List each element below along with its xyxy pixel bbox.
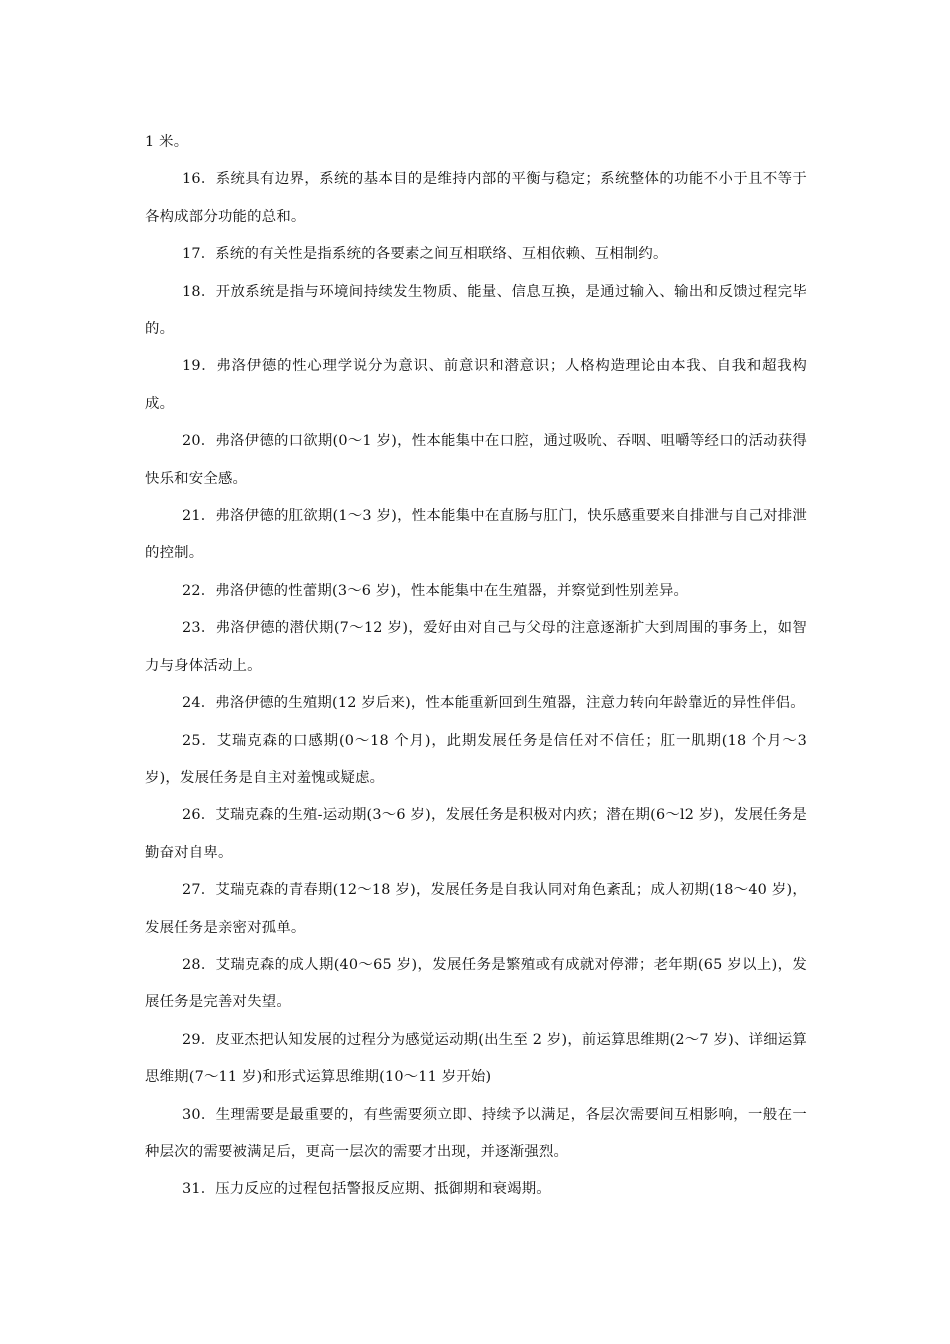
paragraph-item-24: 24．弗洛伊德的生殖期(12 岁后来)，性本能重新回到生殖器，注意力转向年龄靠近的异性伴侣。 <box>182 695 805 712</box>
paragraph-item-19: 19．弗洛伊德的性心理学说分为意识、前意识和潜意识；人格构造理论由本我、自我和超我构成。 <box>145 358 807 412</box>
document-body <box>145 124 807 1209</box>
paragraph-item-25: 25．艾瑞克森的口感期(0～18 个月)，此期发展任务是信任对不信任；肛一肌期(18 个月～3 岁)，发展任务是自主对羞愧或疑虑。 <box>145 732 807 786</box>
paragraph-item-28: 28．艾瑞克森的成人期(40～65 岁)，发展任务是繁殖或有成就对停滞；老年期(65 岁以上)，发展任务是完善对失望。 <box>145 956 807 1011</box>
paragraph-item-18: 18．开放系统是指与环境间持续发生物质、能量、信息互换，是通过输入、输出和反馈过程完毕的。 <box>145 283 807 338</box>
paragraph-continuation: 1 米。 <box>145 134 189 150</box>
paragraph-item-17: 17．系统的有关性是指系统的各要素之间互相联络、互相依赖、互相制约。 <box>182 246 668 263</box>
paragraph-item-30: 30．生理需要是最重要的，有些需要须立即、持续予以满足，各层次需要间互相影响，一般在一种层次的需要被满足后，更高一层次的需要才出现，并逐渐强烈。 <box>145 1106 807 1160</box>
paragraph-item-20: 20．弗洛伊德的口欲期(0～1 岁)，性本能集中在口腔，通过吸吮、吞咽、咀嚼等经口的活动获得快乐和安全感。 <box>145 433 807 487</box>
paragraph-item-23: 23．弗洛伊德的潜伏期(7～12 岁)，爱好由对自己与父母的注意逐渐扩大到周围的事务上，如智力与身体活动上。 <box>145 620 807 674</box>
paragraph-item-29: 29．皮亚杰把认知发展的过程分为感觉运动期(出生至 2 岁)，前运算思维期(2～7 岁)、详细运算思维期(7～11 岁)和形式运算思维期(10～11 岁开始) <box>145 1031 807 1086</box>
paragraph-item-31: 31．压力反应的过程包括警报反应期、抵御期和衰竭期。 <box>182 1181 551 1198</box>
paragraph-item-16: 16．系统具有边界，系统的基本目的是维持内部的平衡与稳定；系统整体的功能不小于且不等于各构成部分功能的总和。 <box>145 171 807 225</box>
paragraph-item-27: 27．艾瑞克森的青春期(12～18 岁)，发展任务是自我认同对角色紊乱；成人初期(18～40 岁)，发展任务是亲密对孤单。 <box>145 882 807 936</box>
paragraph-item-21: 21．弗洛伊德的肛欲期(1～3 岁)，性本能集中在直肠与肛门，快乐感重要来自排泄与自己对排泄的控制。 <box>145 508 807 562</box>
paragraph-item-22: 22．弗洛伊德的性蕾期(3～6 岁)，性本能集中在生殖器，并察觉到性别差异。 <box>182 582 689 599</box>
paragraph-item-26: 26．艾瑞克森的生殖-运动期(3～6 岁)，发展任务是积极对内疚；潜在期(6～l2 岁)，发展任务是勤奋对自卑。 <box>145 807 807 861</box>
